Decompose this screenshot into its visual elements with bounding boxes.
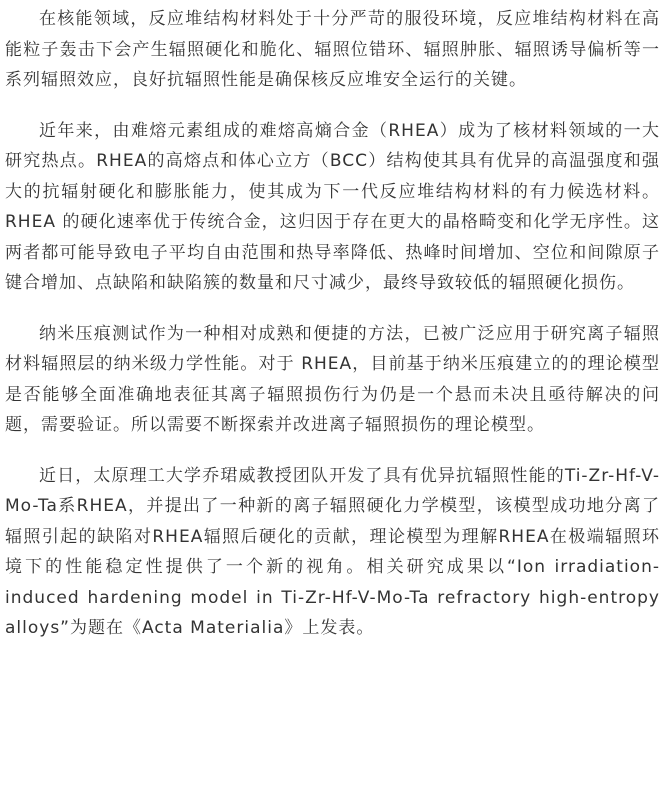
paragraph-nanoindentation: 纳米压痕测试作为一种相对成熟和便捷的方法，已被广泛应用于研究离子辐照材料辐照层的纳米级力学性能。对于 RHEA，目前基于纳米压痕建立的的理论模型是否能够全面准确地表征其离子辐照损伤行为仍是一个悬而未决且亟待解决的问题，需要验证。所以需要不断探索并改进离子辐照损伤的理论模型。 [5,323,660,435]
paragraph-rhea-background: 近年来，由难熔元素组成的难熔高熵合金（RHEA）成为了核材料领域的一大研究热点。RHEA的高熔点和体心立方（BCC）结构使其具有优异的高温强度和强大的抗辐射硬化和膨胀能力，使其成为下一代反应堆结构材料的有力候选材料。RHEA 的硬化速率优于传统合金，这归因于存在更大的晶格畸变和化学无序性。这两者都可能导致电子平均自由范围和热导率降低、热峰时间增加、空位和间隙原子键合增加、点缺陷和缺陷簇的数量和尺寸减少，最终导致较低的辐照硬化损伤。 [5,120,660,293]
article-body [5,0,660,644]
paragraph-nuclear-materials: 在核能领域，反应堆结构材料处于十分严苛的服役环境，反应堆结构材料在高能粒子轰击下会产生辐照硬化和脆化、辐照位错环、辐照肿胀、辐照诱导偏析等一系列辐照效应，良好抗辐照性能是确保核反应堆安全运行的关键。 [5,9,660,90]
paragraph-research-result: 近日，太原理工大学乔珺威教授团队开发了具有优异抗辐照性能的Ti-Zr-Hf-V-Mo-Ta系RHEA，并提出了一种新的离子辐照硬化力学模型，该模型成功地分离了辐照引起的缺陷对RHEA辐照后硬化的贡献，理论模型为理解RHEA在极端辐照环境下的性能稳定性提供了一个新的视角。相关研究成果以“Ion irradiation-induced hardening model in Ti-Zr-Hf-V-Mo-Ta refractory high-entropy alloys”为题在《Acta Materialia》上发表。 [5,465,660,638]
